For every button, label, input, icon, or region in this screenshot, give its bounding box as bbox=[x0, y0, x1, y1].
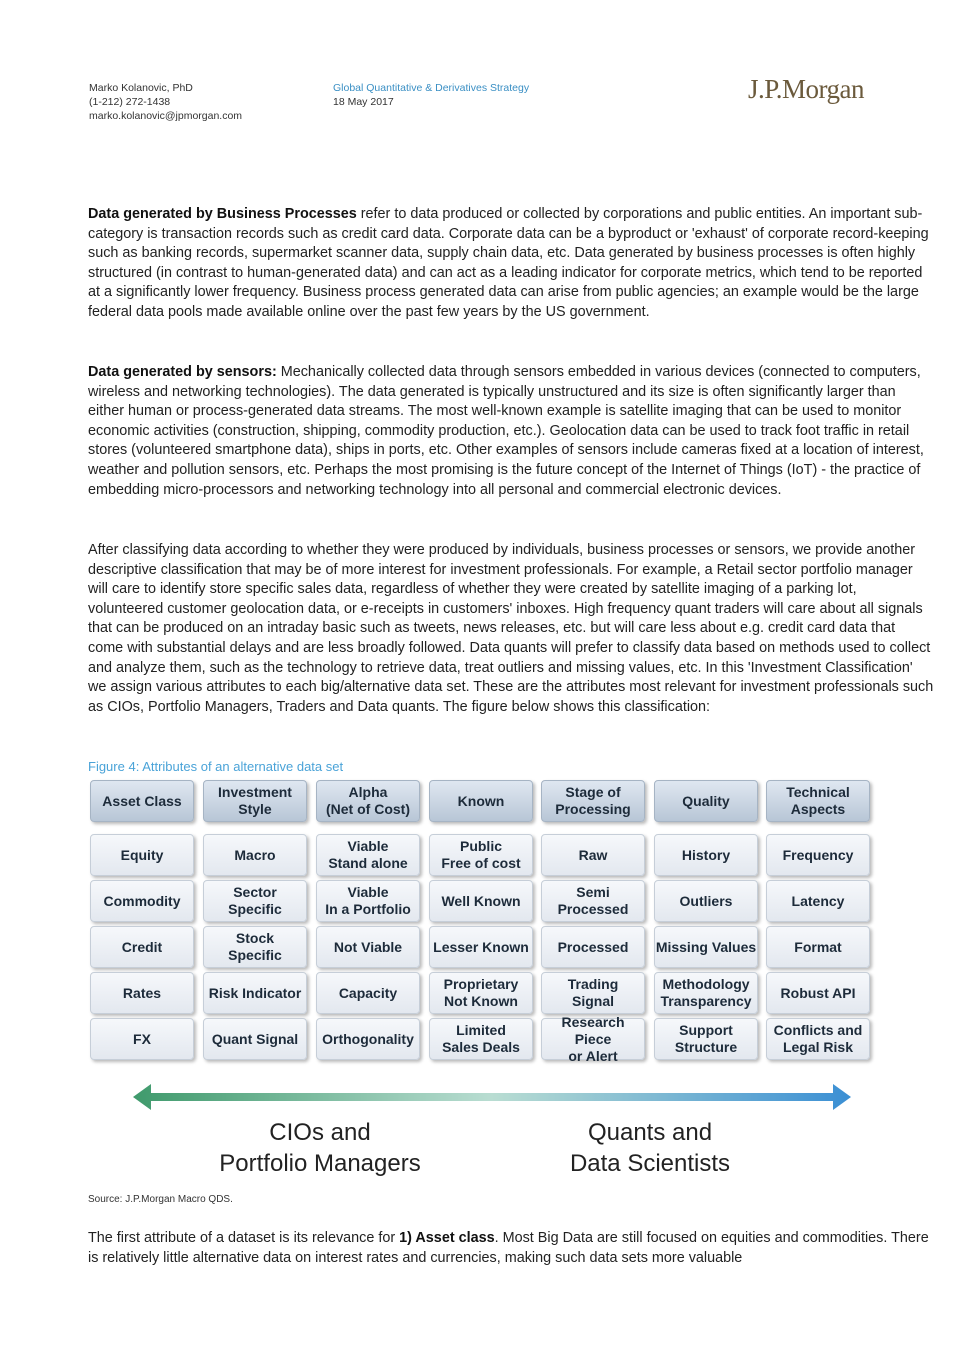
paragraph-text-post: . Most Big Data are still focused on equities and commodities. There is relatively little alternative data on interest rates and currencies, making such data sets more valuable bbox=[88, 1230, 929, 1266]
paragraph-text: refer to data produced or collected by corporations and public entities. An important sub-category is transaction records such as credit card data. Corporate data can be a byproduct or 'exhaust' of corporate record-keeping such as banking records, supermarket scanner data, supply chain data, etc. Data generated by business processes is often highly structured (in contrast to human-generated data) and can act as a leading indicator for corporate metrics, which tend to be reported at a significantly lower frequency. Business process generated data can arise from public agencies; an example would be the large federal data pools made available online over the past few years by the US government. bbox=[88, 206, 929, 320]
department-label: Global Quantitative & Derivatives Strategy bbox=[333, 82, 530, 94]
paragraph-classification: After classifying data according to whether they were produced by individuals, business processes or sensors, we provide another descriptive classification that may be of more interest for investment professionals. For example, a Retail sector portfolio manager will care to identify store specific sales data, regardless of whether they were created by satellite imaging of a parking lot, volunteered customer geolocation data, or e-receipts in customers' inboxes. High frequency quant traders will care about all signals that can be produced on an intraday basic such as tweets, news releases, etc. but will care less about e.g. credit card data that come with substantial delays and are less broadly followed. Data quants will prefer to classify data based on methods used to collect and analyze them, such as the technology to retrieve data, treat outliers and missing values, etc. In this 'Investment Classification' we assign various attributes to each big/alternative data set. These are the attributes most relevant for investment professionals such as CIOs, Portfolio Managers, Traders and Data quants. The figure below shows this classification: bbox=[88, 542, 934, 715]
grid-cell: Rates bbox=[90, 972, 194, 1014]
grid-header-cell: Stage of Processing bbox=[541, 780, 645, 822]
paragraph-sensors bbox=[88, 363, 934, 500]
caption-line: Quants and bbox=[587, 1119, 713, 1146]
paragraph-business-processes bbox=[88, 205, 934, 323]
caption-line: CIOs and bbox=[269, 1119, 371, 1146]
report-date: 18 May 2017 bbox=[333, 96, 394, 108]
caption-quants bbox=[540, 1117, 760, 1179]
caption-line: Portfolio Managers bbox=[219, 1150, 421, 1177]
grid-cell: Equity bbox=[90, 834, 194, 876]
grid-header-cell: Investment Style bbox=[203, 780, 307, 822]
grid-cell: History bbox=[654, 834, 758, 876]
grid-header-cell: Known bbox=[429, 780, 533, 822]
paragraph-bold-term: 1) Asset class bbox=[399, 1230, 495, 1246]
grid-cell: Format bbox=[766, 926, 870, 968]
paragraph-asset-class bbox=[88, 1229, 934, 1268]
grid-cell: Well Known bbox=[429, 880, 533, 922]
author-name: Marko Kolanovic, PhD bbox=[89, 82, 193, 94]
paragraph-text: Mechanically collected data through sensors embedded in various devices (connected to computers, wireless and networking technologies). The data generated is typically unstructured and its size is often significantly larger than either human or process-generated data streams. The most well-known example is satellite imaging that can be used to monitor economic activities (construction, shipping, commodity production, etc.). Geolocation data can be used to track foot traffic in retail stores (volunteered smartphone data), ships in ports, etc. Other examples of sensors include cameras fixed at a location of interest, weather and pollution sensors, etc. Perhaps the most promising is the future concept of the Internet of Things (IoT) - the practice of embedding micro-processors and networking technology into all personal and commercial electronic devices. bbox=[88, 364, 924, 498]
grid-cell: Stock Specific bbox=[203, 926, 307, 968]
spectrum-arrow bbox=[133, 1082, 851, 1112]
grid-cell: Raw bbox=[541, 834, 645, 876]
grid-cell: Research Piece or Alert bbox=[541, 1018, 645, 1060]
grid-cell: Robust API bbox=[766, 972, 870, 1014]
grid-cell: Viable In a Portfolio bbox=[316, 880, 420, 922]
paragraph-lead: Data generated by Business Processes bbox=[88, 206, 357, 222]
author-phone: (1-212) 272-1438 bbox=[89, 96, 171, 108]
grid-cell: Latency bbox=[766, 880, 870, 922]
paragraph-lead: Data generated by sensors: bbox=[88, 364, 277, 380]
grid-cell: Processed bbox=[541, 926, 645, 968]
grid-cell: Conflicts and Legal Risk bbox=[766, 1018, 870, 1060]
grid-cell: Credit bbox=[90, 926, 194, 968]
grid-header-cell: Quality bbox=[654, 780, 758, 822]
figure-source: Source: J.P.Morgan Macro QDS. bbox=[88, 1194, 233, 1205]
grid-cell: Trading Signal bbox=[541, 972, 645, 1014]
grid-header-cell: Technical Aspects bbox=[766, 780, 870, 822]
paragraph-text-pre: The first attribute of a dataset is its relevance for bbox=[88, 1230, 400, 1246]
figure-title: Figure 4: Attributes of an alternative data set bbox=[88, 759, 344, 774]
grid-cell: Orthogonality bbox=[316, 1018, 420, 1060]
grid-header-cell: Asset Class bbox=[90, 780, 194, 822]
grid-cell: Methodology Transparency bbox=[654, 972, 758, 1014]
grid-cell: Outliers bbox=[654, 880, 758, 922]
grid-cell: Commodity bbox=[90, 880, 194, 922]
grid-cell: Support Structure bbox=[654, 1018, 758, 1060]
grid-cell: Missing Values bbox=[654, 926, 758, 968]
grid-cell: Semi Processed bbox=[541, 880, 645, 922]
grid-cell: Macro bbox=[203, 834, 307, 876]
grid-cell: Capacity bbox=[316, 972, 420, 1014]
grid-cell: FX bbox=[90, 1018, 194, 1060]
caption-cios bbox=[200, 1117, 440, 1179]
grid-cell: Sector Specific bbox=[203, 880, 307, 922]
grid-cell: Quant Signal bbox=[203, 1018, 307, 1060]
grid-cell: Limited Sales Deals bbox=[429, 1018, 533, 1060]
grid-header-cell: Alpha (Net of Cost) bbox=[316, 780, 420, 822]
attributes-grid bbox=[90, 780, 876, 1065]
caption-line: Data Scientists bbox=[569, 1150, 731, 1177]
grid-cell: Proprietary Not Known bbox=[429, 972, 533, 1014]
grid-cell: Lesser Known bbox=[429, 926, 533, 968]
grid-cell: Public Free of cost bbox=[429, 834, 533, 876]
header-author-block bbox=[89, 81, 242, 123]
grid-cell: Not Viable bbox=[316, 926, 420, 968]
grid-cell: Frequency bbox=[766, 834, 870, 876]
author-email: marko.kolanovic@jpmorgan.com bbox=[89, 110, 243, 122]
header-middle bbox=[333, 81, 529, 109]
grid-cell: Risk Indicator bbox=[203, 972, 307, 1014]
jpmorgan-logo: J.P.Morgan bbox=[748, 74, 865, 104]
grid-cell: Viable Stand alone bbox=[316, 834, 420, 876]
